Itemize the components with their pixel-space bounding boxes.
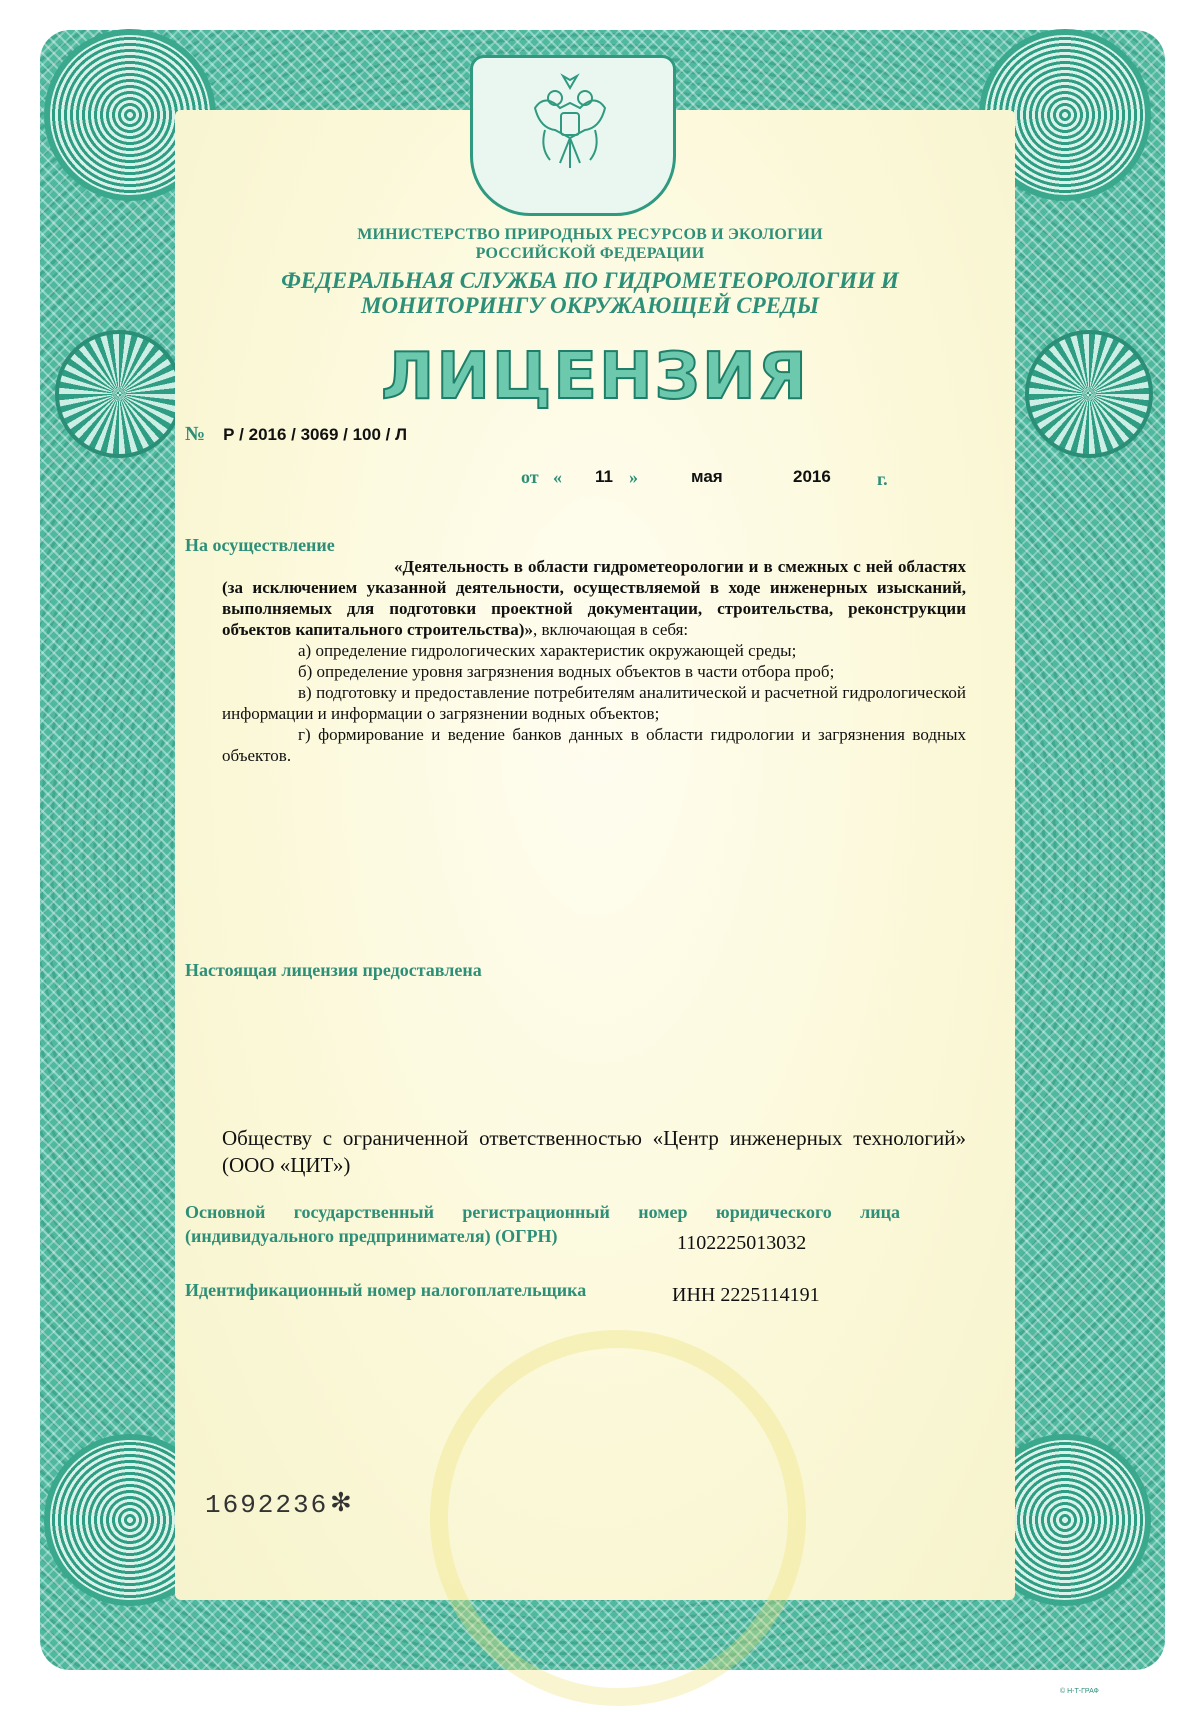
document-title: ЛИЦЕНЗИЯ bbox=[381, 340, 809, 414]
ogrn-value: 1102225013032 bbox=[677, 1232, 807, 1254]
watermark-ring bbox=[430, 1330, 806, 1706]
ministry-name: МИНИСТЕРСТВО ПРИРОДНЫХ РЕСУРСОВ И ЭКОЛОГИИ РОССИЙСКОЙ ФЕДЕРАЦИИ bbox=[357, 226, 823, 262]
double-headed-eagle-icon bbox=[525, 68, 615, 178]
activity-description: «Деятельность в области гидрометеорологии и в смежных с ней областях (за исключением указанной деятельности, осуществляемой в ходе инженерных изысканий, выполняемых для подготовки проектной документации, строительства, реконструкции объектов капитального строительства)», включающая в себя: а) определение гидрологических характеристик окружающей среды; б) определение уровня загрязнения водных объектов в части отбора проб; в) подготовку и предоставление потребителям аналитической и расчетной гидрологической информации и информации о загрязнении водных объектов; г) формирование и ведение банков данных в области гидрологии и загрязнения водных объектов. bbox=[222, 557, 966, 765]
side-medallion-icon bbox=[1025, 330, 1153, 458]
holder-label: Настоящая лицензия предоставлена bbox=[185, 960, 482, 980]
side-medallion-icon bbox=[55, 330, 183, 458]
inn-value: ИНН 2225114191 bbox=[672, 1284, 820, 1306]
license-number: № Р / 2016 / 3069 / 100 / Л bbox=[185, 423, 408, 445]
license-date: от « 11 » мая 2016 г. bbox=[521, 467, 888, 489]
ogrn-label: Основной государственный регистрационный номер юридического лица (индивидуального предпринимателя) (ОГРН) bbox=[185, 1202, 900, 1246]
inn-label: Идентификационный номер налогоплательщика bbox=[185, 1280, 587, 1300]
holder-name: Обществу с ограниченной ответственностью «Центр инженерных технологий» (ООО «ЦИТ») bbox=[222, 1126, 966, 1177]
service-name: ФЕДЕРАЛЬНАЯ СЛУЖБА ПО ГИДРОМЕТЕОРОЛОГИИ И МОНИТОРИНГУ ОКРУЖАЮЩЕЙ СРЕДЫ bbox=[281, 268, 899, 318]
blank-serial-number: 1692236 bbox=[205, 1490, 329, 1520]
activity-label: На осуществление bbox=[185, 535, 335, 555]
printer-mark: © Н-Т-ГРАФ bbox=[1060, 1688, 1099, 1695]
asterisk-mark-icon: ✻ bbox=[330, 1488, 352, 1517]
